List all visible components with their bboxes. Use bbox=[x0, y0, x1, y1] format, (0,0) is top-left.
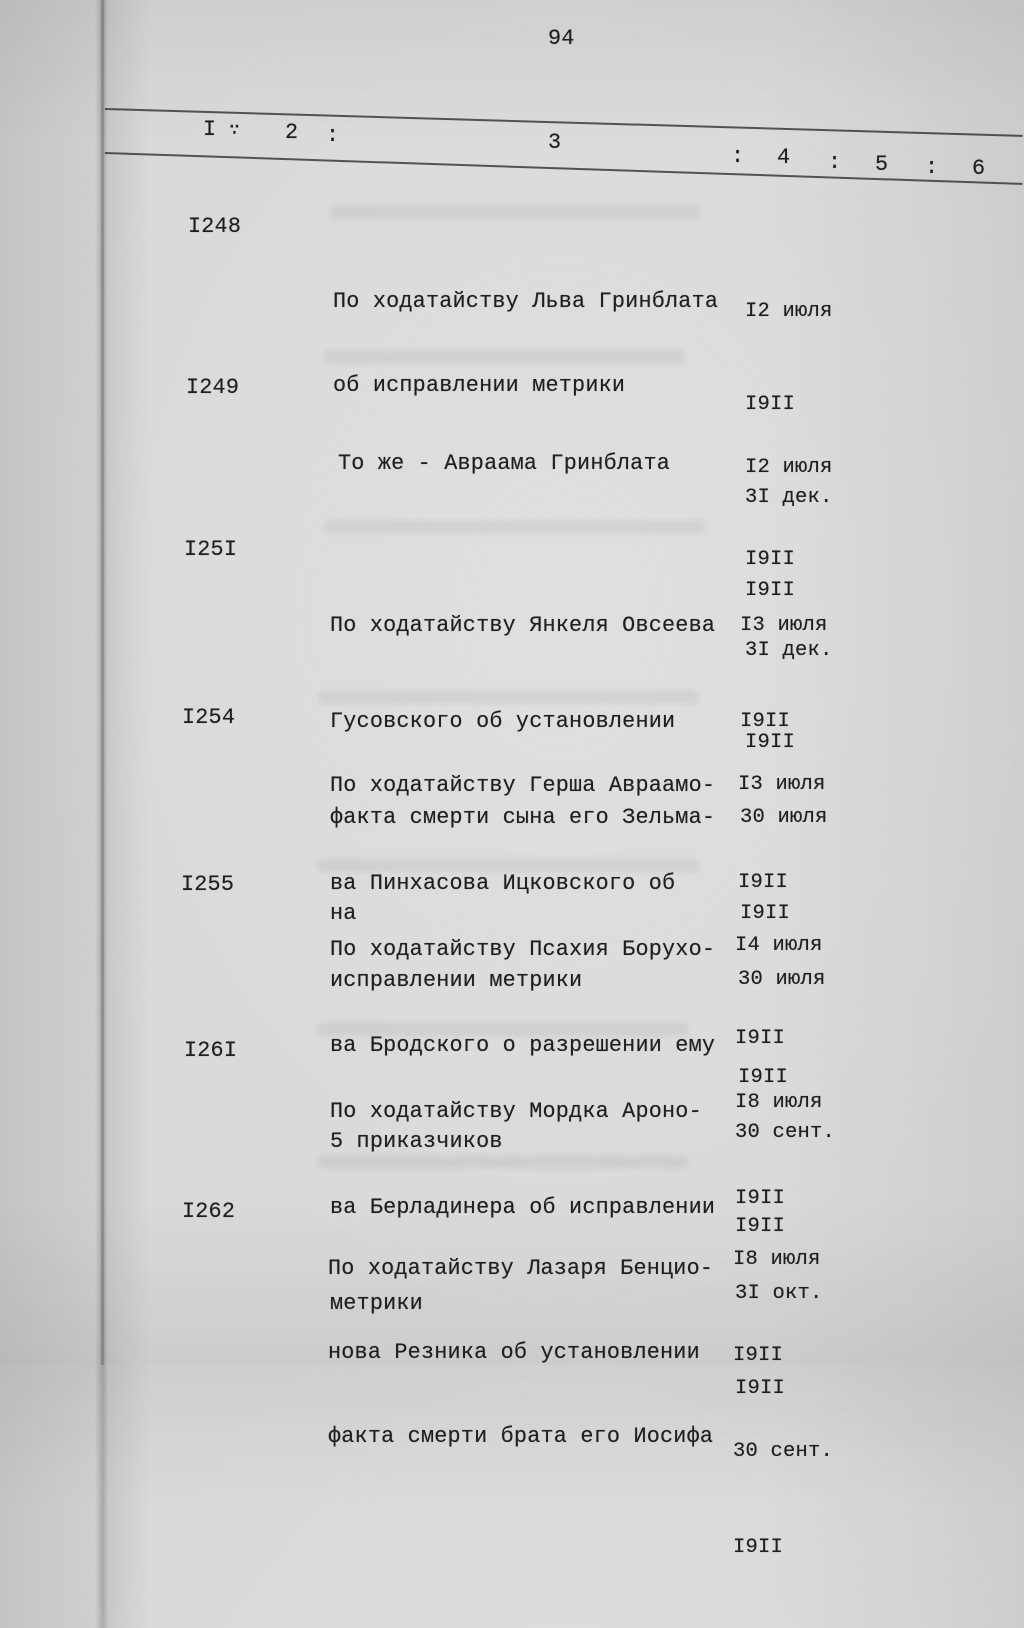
entry-description-line: факта смерти брата его Иосифа bbox=[328, 1424, 714, 1449]
entry-date-line: I9II bbox=[745, 579, 796, 602]
entry-date-line: I9II bbox=[735, 1027, 786, 1051]
entry-description-line: По ходатайству Лазаря Бенцио- bbox=[328, 1256, 714, 1281]
bleed-through-smudge bbox=[330, 205, 700, 219]
entry-description-line: ва Бродского о разрешении ему bbox=[330, 1033, 716, 1058]
entry-number: I26I bbox=[184, 1038, 238, 1063]
header-separator: : bbox=[731, 144, 745, 169]
header-col-2: 2 bbox=[285, 120, 299, 145]
entry-description-line: То же - Авраама Гринблата bbox=[338, 451, 671, 476]
entry-number: I25I bbox=[184, 537, 238, 562]
entry-number: I249 bbox=[186, 375, 240, 400]
entry-date-line: I2 июля bbox=[745, 456, 833, 479]
header-col-1: I bbox=[203, 117, 217, 142]
page-number: 94 bbox=[548, 26, 575, 51]
entry-date-line: 3I дек. bbox=[745, 639, 833, 662]
header-col-6: 6 bbox=[972, 156, 986, 181]
entry-date-line: 30 сент. bbox=[735, 1121, 836, 1145]
entry-date-line: I9II bbox=[733, 1344, 784, 1367]
entry-description-line: ва Пинхасова Ицковского об bbox=[330, 870, 676, 896]
entry-description-line: ва Берладинера об исправлении bbox=[330, 1195, 716, 1220]
entry-description-line: факта смерти сына его Зельма- bbox=[330, 805, 716, 830]
entry-date-line: 3I дек. bbox=[745, 486, 833, 509]
header-separator: : bbox=[925, 155, 939, 180]
entry-number: I248 bbox=[188, 214, 242, 239]
entry-date-line: I8 июля bbox=[735, 1091, 823, 1115]
entry-date-line: 3I окт. bbox=[735, 1281, 823, 1305]
entry-date-line: I9II bbox=[735, 1186, 786, 1210]
entry-description-line: об исправлении метрики bbox=[333, 373, 626, 398]
entry-description-line: Гусовского об установлении bbox=[330, 709, 676, 734]
entry-date-line: I9II bbox=[738, 1065, 789, 1089]
entry-date-line: 30 июля bbox=[740, 806, 828, 829]
entry-number: I262 bbox=[182, 1199, 236, 1224]
entry-date-line: I4 июля bbox=[735, 933, 823, 957]
header-separator: : bbox=[828, 150, 842, 175]
header-col-3: 3 bbox=[548, 130, 562, 155]
entry-date-line: I8 июля bbox=[733, 1248, 821, 1271]
entry-date-line: I9II bbox=[735, 1215, 786, 1239]
entry-description-line: По ходатайству Псахия Борухо- bbox=[330, 937, 716, 962]
entry-dates bbox=[733, 1180, 833, 1628]
entry-description-line: По ходатайству Льва Гринблата bbox=[333, 289, 719, 314]
entry-description-line: исправлении метрики bbox=[330, 968, 583, 993]
header-rule-top bbox=[105, 108, 1023, 137]
entry-date-line: I9II bbox=[738, 870, 789, 894]
entry-number: I254 bbox=[182, 705, 236, 730]
entry-date-line: I3 июля bbox=[738, 773, 826, 796]
entry-description-line: По ходатайству Янкеля Овсеева bbox=[330, 613, 716, 638]
entry-description-line: нова Резника об установлении bbox=[328, 1340, 700, 1365]
entry-description-line: 5 приказчиков bbox=[330, 1129, 503, 1154]
entry-date-line: I9II bbox=[740, 710, 791, 733]
header-col-5: 5 bbox=[875, 152, 889, 177]
entry-date-line: I9II bbox=[745, 393, 796, 416]
header-col-4: 4 bbox=[777, 145, 791, 170]
header-separator: : bbox=[326, 123, 340, 148]
entry-date-line: I9II bbox=[735, 1376, 786, 1400]
entry-date-line: 30 июля bbox=[738, 968, 826, 991]
entry-description-line: на bbox=[330, 901, 357, 926]
entry-date-line: I3 июля bbox=[740, 614, 828, 637]
entry-description-line: метрики bbox=[330, 1291, 423, 1316]
entry-description bbox=[338, 384, 670, 544]
entry-number: I255 bbox=[181, 872, 235, 897]
page-binding-shadow bbox=[100, 0, 105, 1365]
entry-date-line: I2 июля bbox=[745, 300, 833, 323]
entry-description-line: По ходатайству Герша Авраамо- bbox=[330, 773, 716, 798]
entry-date-line: I9II bbox=[745, 547, 796, 571]
header-mark: ∵ bbox=[229, 121, 241, 141]
entry-date-line: I9II bbox=[740, 902, 791, 925]
entry-description-line: По ходатайству Мордка Ароно- bbox=[330, 1099, 702, 1124]
entry-date-line: I9II bbox=[745, 730, 796, 754]
entry-date-line: I9II bbox=[733, 1536, 784, 1559]
entry-description bbox=[328, 1199, 713, 1507]
entry-date-line: 30 сент. bbox=[733, 1440, 834, 1463]
